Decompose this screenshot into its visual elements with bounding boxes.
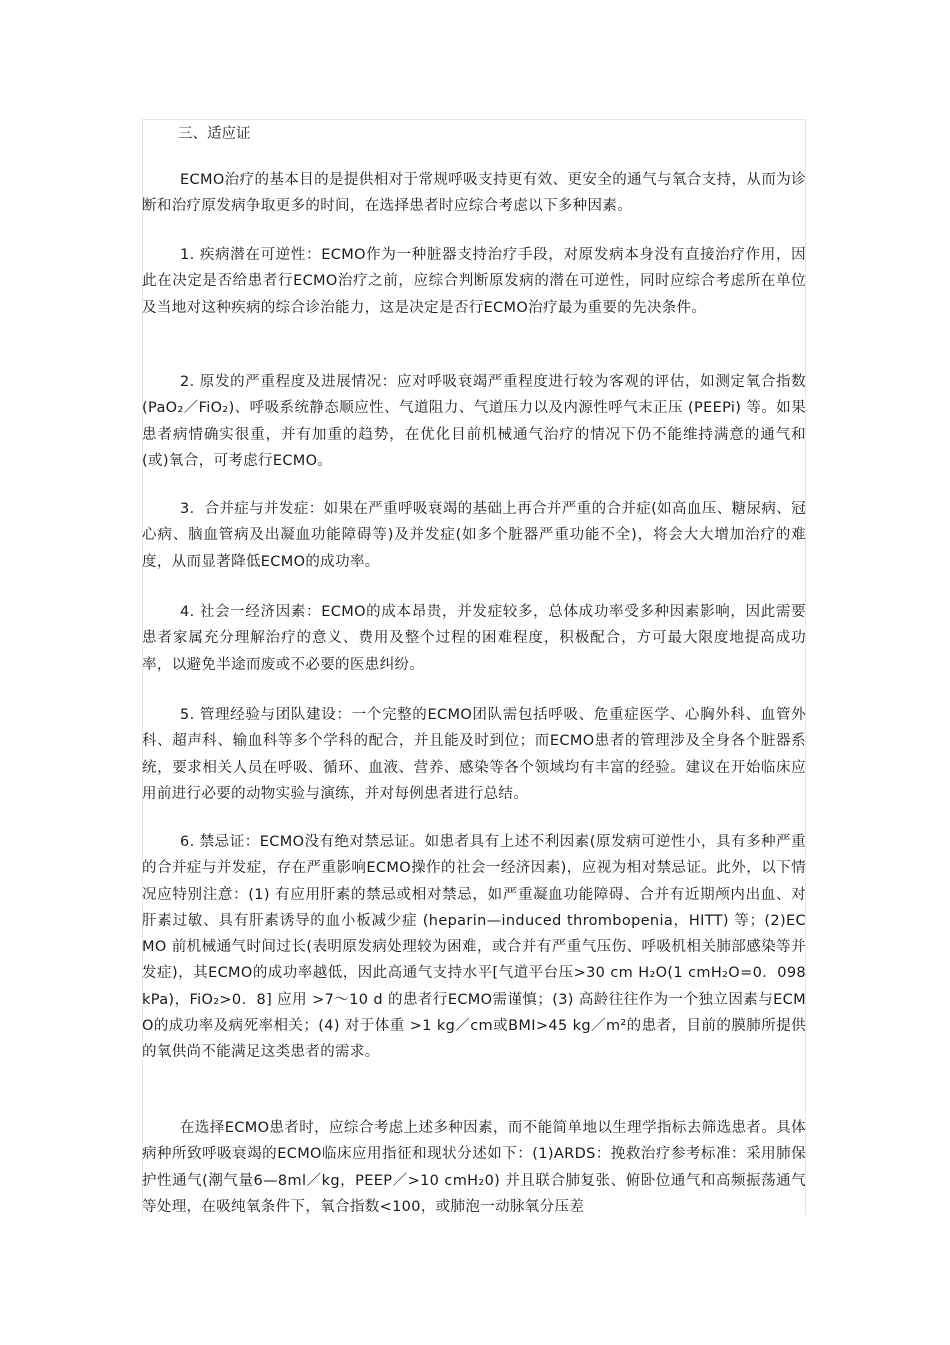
- section-heading: 三、适应证: [178, 126, 251, 142]
- paragraph-reversibility: 1. 疾病潜在可逆性：ECMO作为一种脏器支持治疗手段，对原发病本身没有直接治疗作用，因此在决定是否给患者行ECMO治疗之前，应综合判断原发病的潜在可逆性，同时应综合考虑所在单位及当地对这种疾病的综合诊治能力，这是决定是否行ECMO治疗最为重要的先决条件。: [142, 247, 806, 316]
- intro-paragraph: ECMO治疗的基本目的是提供相对于常规呼吸支持更有效、更安全的通气与氧合支持，从而为诊断和治疗原发病争取更多的时间，在选择患者时应综合考虑以下多种因素。: [142, 172, 806, 215]
- paragraph-contraindications: 6. 禁忌证：ECMO没有绝对禁忌证。如患者具有上述不利因素(原发病可逆性小，具有多种严重的合并症与并发症，存在严重影响ECMO操作的社会一经济因素)，应视为相对禁忌证。此外，以下情况应特别注意：(1) 有应用肝素的禁忌或相对禁忌，如严重凝血功能障碍、合并有近期颅内出血、对肝素过敏、具有肝素诱导的血小板减少症 (heparin—induced thrombopenia，HITT) 等；(2)ECMO 前机械通气时间过长(表明原发病处理较为困难，或合并有严重气压伤、呼吸机相关肺部感染等并发症)，其ECMO的成功率越低，因此高通气支持水平[气道平台压>30 cm H₂O(1 cmH₂O=0．098 kPa)，FiO₂>0．8] 应用 >7～10 d 的患者行ECMO需谨慎；(3) 高龄往往作为一个独立因素与ECMO的成功率及病死率相关；(4) 对于体重 >1 kg／cm或BMI>45 kg／m²的患者，目前的膜肺所提供的氧供尚不能满足这类患者的需求。: [142, 834, 806, 1061]
- paragraph-comorbidities: 3．合并症与并发症：如果在严重呼吸衰竭的基础上再合并严重的合并症(如高血压、糖尿病、冠心病、脑血管病及出凝血功能障碍等)及并发症(如多个脏器严重功能不全)，将会大大增加治疗的难度，从而显著降低ECMO的成功率。: [142, 501, 806, 570]
- paragraph-patient-selection: 在选择ECMO患者时，应综合考虑上述多种因素，而不能简单地以生理学指标去筛选患者。具体病种所致呼吸衰竭的ECMO临床应用指征和现状分述如下：(1)ARDS：挽救治疗参考标准：采用肺保护性通气(潮气量6—8ml／kg，PEEP／>10 cmH₂0) 并且联合肺复张、俯卧位通气和高频振荡通气等处理，在吸纯氧条件下，氧合指数<100，或肺泡一动脉氧分压差: [142, 1120, 806, 1215]
- paragraph-severity: 2. 原发的严重程度及进展情况：应对呼吸衰竭严重程度进行较为客观的评估，如测定氧合指数 (PaO₂／FiO₂)、呼吸系统静态顺应性、气道阻力、气道压力以及内源性呼气末正压 (PEEPi) 等。如果患者病情确实很重，并有加重的趋势，在优化目前机械通气治疗的情况下仍不能维持满意的通气和(或)氧合，可考虑行ECMO。: [142, 374, 806, 469]
- document-body: [142, 119, 806, 1215]
- paragraph-team-management: 5. 管理经验与团队建设：一个完整的ECMO团队需包括呼吸、危重症医学、心胸外科、血管外科、超声科、输血科等多个学科的配合，并且能及时到位；而ECMO患者的管理涉及全身各个脏器系统，要求相关人员在呼吸、循环、血液、营养、感染等各个领域均有丰富的经验。建议在开始临床应用前进行必要的动物实验与演练，并对每例患者进行总结。: [142, 707, 806, 802]
- paragraph-socioeconomic: 4. 社会一经济因素：ECMO的成本昂贵，并发症较多，总体成功率受多种因素影响，因此需要患者家属充分理解治疗的意义、费用及整个过程的困难程度，积极配合，方可最大限度地提高成功率，以避免半途而废或不必要的医患纠纷。: [142, 604, 806, 673]
